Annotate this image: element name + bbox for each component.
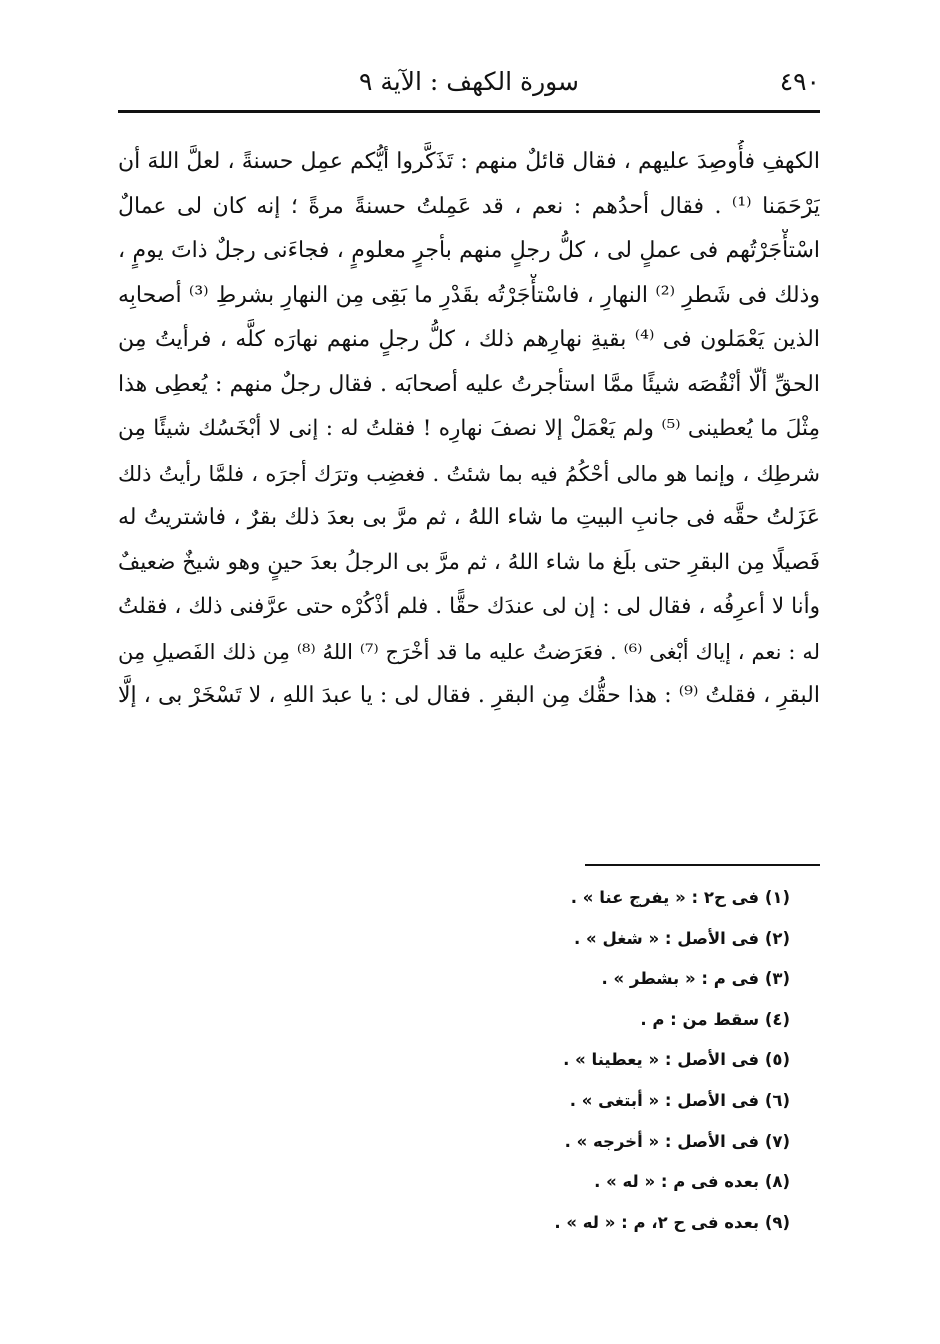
text-line: له : نعم ، إياك أبْغى ⁽⁶⁾ . فعَرَضتُ عليه ما قد أخْرَج ⁽⁷⁾ اللهُ ⁽⁸⁾ مِن ذلك الفَصيلِ مِن — [118, 639, 820, 664]
footnote-separator — [585, 864, 820, 866]
footnote: (٩) بعده فى ح ٢، م : « له » . — [554, 1212, 790, 1232]
text-line: الحقِّ ألّا أنْقُصَه شيئًا ممَّا استأجرتُ عليه أصحابَه . فقال رجلٌ منهم : يُعطِى هذا — [118, 371, 820, 397]
footnote: (٧) فى الأصل : « أخرجه » . — [564, 1131, 790, 1151]
text-line: يَرْحَمَنا ⁽¹⁾ . فقال أحدُهم : نعم ، قد عَمِلتُ حسنةً مرةً ؛ إنه كان لى عمالٌ — [118, 193, 820, 219]
text-line: الكهفِ فأُوصِدَ عليهم ، فقال قائلٌ منهم : تَذَكَّروا أيُّكم عمِل حسنةً ، لعلَّ اللهَ أن — [118, 149, 820, 174]
footnote: (١) فى ح٢ : « يفرج عنا » . — [570, 888, 790, 907]
text-line: البقرِ ، فقلتُ ⁽⁹⁾ : هذا حقُّك مِن البقرِ . فقال لى : يا عبدَ اللهِ ، لا تَسْخَرْ بى ، إلَّا — [118, 683, 820, 708]
text-line: الذين يَعْمَلون فى ⁽⁴⁾ بقيةِ نهارِهم ذلك ، كلُّ رجلٍ منهم نهارَه كلَّه ، فرأيتُ مِن — [118, 327, 820, 352]
text-line: اسْتأْجَرْتُهم فى عملٍ لى ، كلُّ رجلٍ منهم بأجرٍ معلومٍ ، فجاءَنى رجلٌ ذاتَ يومٍ ، — [118, 238, 820, 263]
footnote: (٣) فى م : « بشطر » . — [601, 969, 790, 989]
text-line: وذلك فى شَطرِ ⁽²⁾ النهارِ ، فاسْتأْجَرْتُه بقَدْرِ ما بَقِى مِن النهارِ بشرطِ ⁽³⁾ أصحابِه — [118, 282, 820, 308]
text-line: مِثْلَ ما يُعطينى ⁽⁵⁾ ولم يَعْمَلْ إلا نصفَ نهارِه ! فقلتُ له : إنى لا أبْخَسُك شيئًا مِن — [118, 416, 820, 441]
footnote: (٤) سقط من : م . — [640, 1009, 790, 1029]
text-line: شرطِك ، وإنما هو مالى أحْكُمُ فيه بما شئتُ . فغضِب وترَك أجرَه ، فلمَّا رأيتُ ذلك — [118, 461, 820, 486]
page-number: ٤٩٠ — [779, 67, 820, 96]
text-line: عَزَلتُ حقَّه فى جانبِ البيتِ ما شاء اللهُ ، ثم مرَّ بى بعدَ ذلك بقرٌ ، فاشتريتُ له — [118, 505, 820, 530]
footnotes — [554, 878, 790, 1243]
text-line: فَصيلًا مِن البقرِ حتى بلَغ ما شاء اللهُ ، ثم مرَّ بى الرجلُ بعدَ حينٍ وهو شيخٌ ضعيفٌ — [118, 549, 820, 575]
page-header — [118, 58, 820, 110]
header-rule — [118, 110, 820, 113]
main-text — [118, 140, 820, 719]
footnote: (٨) بعده فى م : « له » . — [594, 1172, 790, 1192]
footnote: (٢) فى الأصل : « شغل » . — [574, 928, 790, 948]
text-line: وأنا لا أعرِفُه ، فقال لى : إن لى عندَك حقًّا . فلم أذْكُرْه حتى عرَّفنى ذلك ، فقلتُ — [118, 594, 820, 619]
running-title: سورة الكهف : الآية ٩ — [358, 67, 580, 96]
footnote: (٦) فى الأصل : « أبتغى » . — [569, 1090, 790, 1110]
footnote: (٥) فى الأصل : « يعطينا » . — [563, 1050, 790, 1070]
